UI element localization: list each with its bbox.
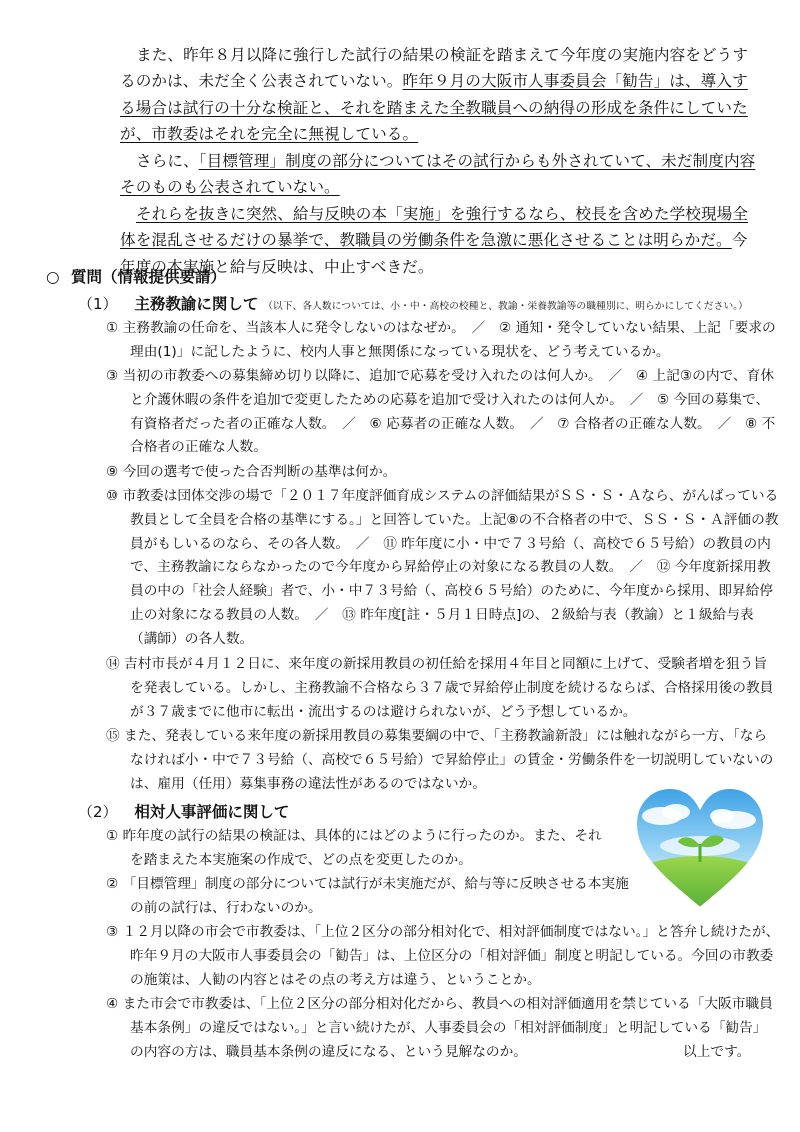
sub1-item-2: ③ 当初の市教委への募集締め切り以降に、追加で応募を受け入れたのは何人か。 ／ ④ 上記③の内で、育休と介護休暇の条件を追加で変更したための応募を追加で受け入れたのは何人か。 ／ ⑤ 今回の募集で、有資格者だった者の正確な人数。 ／ ⑥ 応募者の正確な人数。 ／ ⑦ 合格者の正確な人数。 ／ ⑧ 不合格者の正確な人数。 bbox=[106, 368, 776, 456]
subsection-1-note: （以下、各人数については、小・中・高校の校種と、教諭・栄養教諭等の職種別に、明らかにしてください。） bbox=[263, 301, 748, 312]
sub2-item-3: ③ １２月以降の市会で市教委は、「上位２区分の部分相対化で、相対評価制度ではない。」と答弁し続けたが、昨年９月の大阪市人事委員会の「勧告」は、上位区分の「相対評価」制度と明記している。今回の市教委の施策は、人勧の内容とはその点の考え方は違う、ということか。 bbox=[106, 924, 780, 988]
sub1-item-1: ① 主務教諭の任命を、当該本人に発令しないのはなぜか。 ／ ② 通知・発令していない結果、上記「要求の理由(1)」に記したように、校内人事と無関係になっている現状を、どう考えているか。 bbox=[106, 320, 776, 360]
sub1-item-6: ⑮ また、発表している来年度の新採用教員の募集要綱の中で、「主務教諭新設」には触れながら一方、「ならなければ小・中で７３号給（、高校で６５号給）で昇給停止」の賃金・労働条件を一切説明していないのは、雇用（任用）募集事務の違法性があるのではないか。 bbox=[106, 728, 774, 792]
subsection-2-heading bbox=[78, 801, 289, 823]
paragraph-1-text: また、昨年８月以降に強行した試行の結果の検証を踏まえて今年度の実施内容をどうするのかは、未だ全く公表されていない。 bbox=[120, 46, 749, 91]
sub2-item-1: ① 昨年度の試行の結果の検証は、具体的にはどのように行ったのか。また、それを踏まえた本実施案の作成で、どの点を変更したのか。 bbox=[106, 828, 602, 868]
sub2-item-4: ④ また市会で市教委は、「上位２区分の部分相対化だから、教員への相対評価適用を禁じている「大阪市職員基本条例」の違反ではない。」と言い続けたが、人事委員会の「相対評価制度」と明記している「勧告」の内容の方は、職員基本条例の違反になる、という見解なのか。 bbox=[106, 996, 773, 1060]
section-heading bbox=[46, 266, 226, 288]
subsection-1-title: 主務教諭に関して bbox=[134, 295, 259, 313]
sub1-item-3: ⑨ 今回の選考で使った合否判断の基準は何か。 bbox=[106, 464, 397, 480]
heart-sprout-icon bbox=[634, 786, 766, 910]
paragraph-3-text: 今年度の本実施と給与反映は、中止すべきだ。 bbox=[120, 231, 748, 276]
paragraph-1-underlined: 昨年９月の大阪市人事委員会「勧告」は、導入する場合は試行の十分な検証と、それを踏まえた全教職員への納得の形成を条件にしていたが、市教委はそれを完全に無視している。 bbox=[120, 72, 748, 144]
sub2-item-2: ② 「目標管理」制度の部分については試行が未実施だが、給与等に反映させる本実施の前の試行は、行わないのか。 bbox=[106, 876, 629, 916]
sub1-item-5: ⑭ 吉村市長が４月１２日に、来年度の新採用教員の初任給を採用４年目と同額に上げて、受験者増を狙う旨を発表している。しかし、主務教諭不合格なら３７歳で昇給停止制度を続けるならば、合格採用後の教員が３７歳までに他市に転出・流出するのは避けられないが、どう予想しているか。 bbox=[106, 656, 774, 720]
closing-text: 以上です。 bbox=[683, 1044, 751, 1060]
paragraph-2-text: さらに、 bbox=[136, 152, 199, 170]
sub1-item-4: ⑩ 市教委は団体交渉の場で「２０１７年度評価育成システムの評価結果がＳＳ・Ｓ・Ａなら、がんばっている教員として全員を合格の基準にする。」と回答していた。上記⑧の不合格者の中で、ＳＳ・Ｓ・Ａ評価の教員がもしいるのなら、その各人数。 ／ ⑪ 昨年度に小・中で７３号給（、高校で６５号給）の教員の内で、主務教諭にならなかったので今年度から昇給停止の対象になる教員の人数。 ／ ⑫ 今年度新採用教員の中の「社会人経験」者で、小・中７３号給（、高校６５号給）のために、今年度から採用、即昇給停止の対象になる教員の人数。 ／ ⑬ 昨年度[註・５月１日時点]の、２級給与表（教諭）と１級給与表（講師）の各人数。 bbox=[106, 488, 779, 647]
section-title: 質問（情報提供要請） bbox=[70, 268, 226, 286]
section-circle: ○ bbox=[46, 268, 60, 286]
subsection-2-number: （2） bbox=[78, 803, 118, 821]
paragraph-1 bbox=[120, 42, 760, 148]
paragraph-3-underlined: それらを抜きに突然、給与反映の本「実施」を強行するなら、校長を含めた学校現場全体を混乱させるだけの暴挙で、教職員の労働条件を急激に悪化させることは明らかだ。 bbox=[120, 205, 749, 250]
paragraph-2 bbox=[120, 148, 760, 201]
paragraph-2-underlined: 「目標管理」制度の部分についてはその試行からも外されていて、未だ制度内容そのものも公表されていない。 bbox=[120, 152, 756, 197]
subsection-2-title: 相対人事評価に関して bbox=[134, 803, 290, 821]
subsection-1-heading bbox=[78, 293, 748, 318]
subsection-1-number: （1） bbox=[78, 295, 118, 313]
